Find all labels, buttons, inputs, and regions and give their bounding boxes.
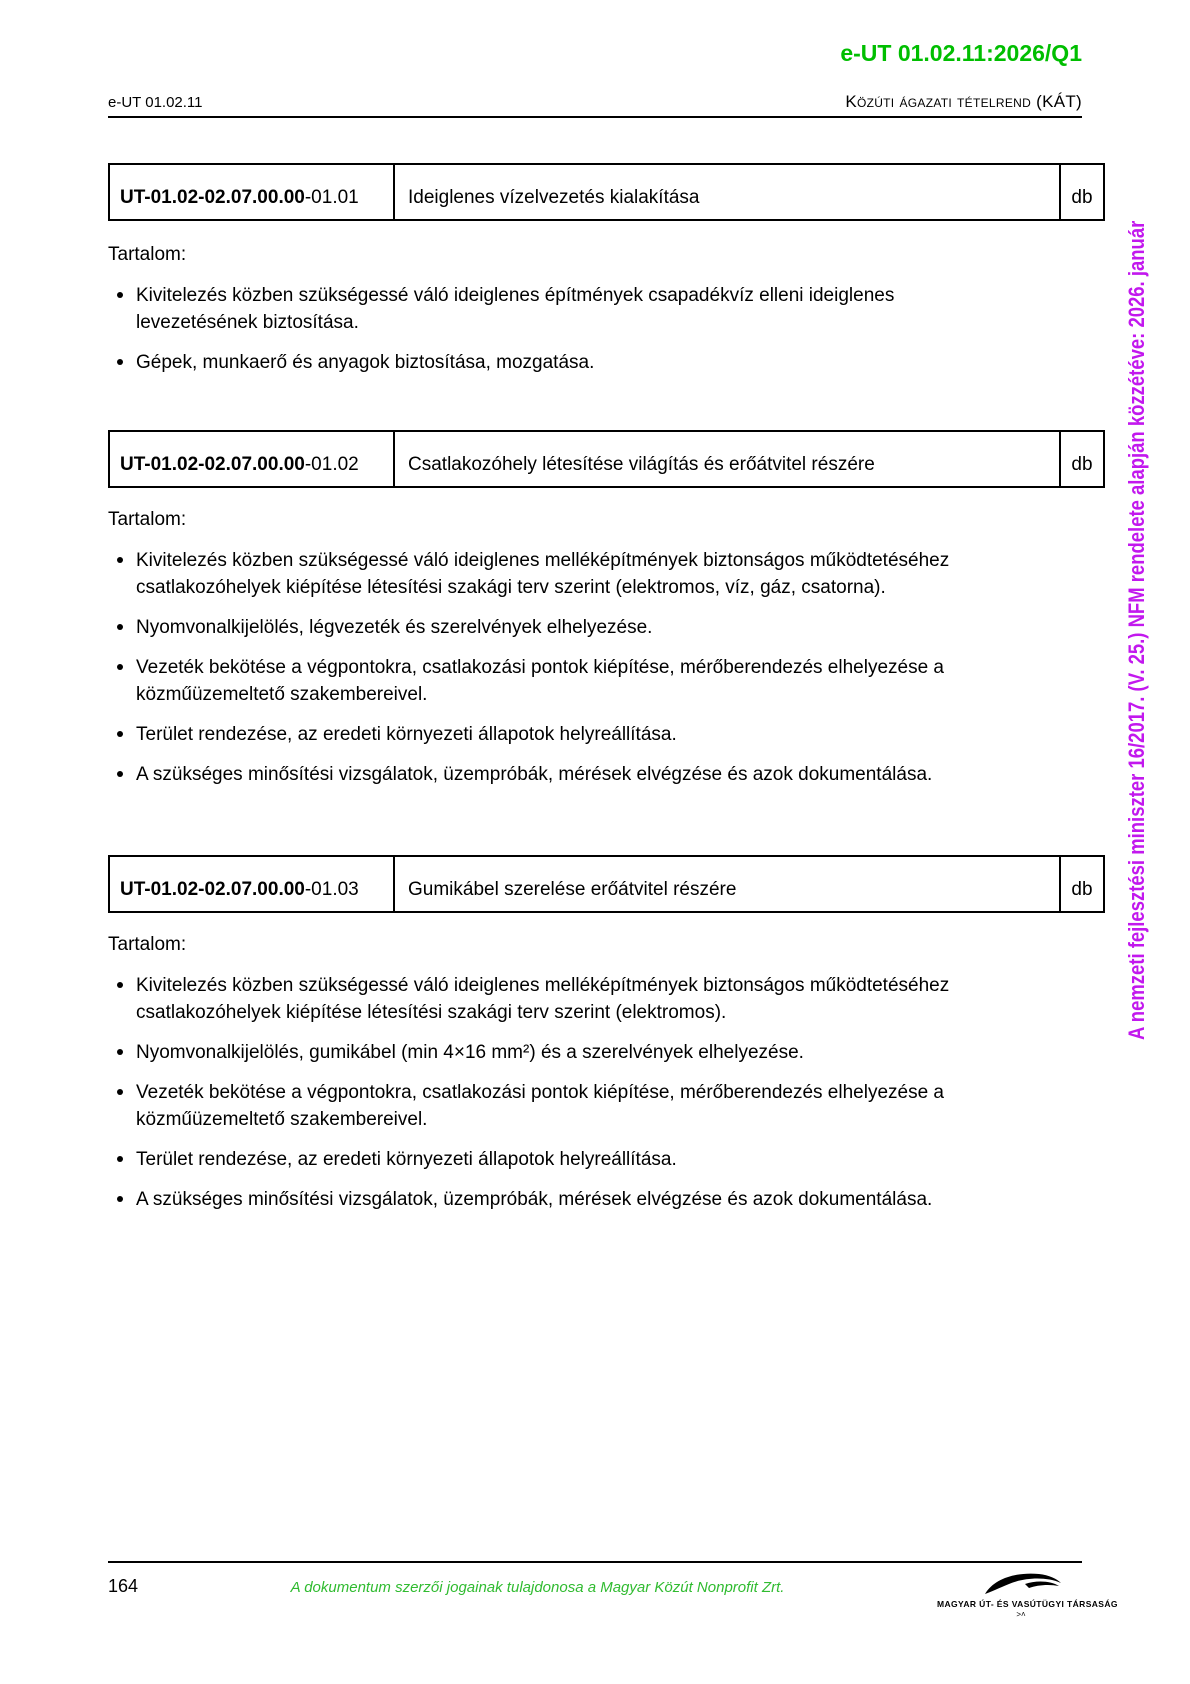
bullet-item: A szükséges minősítési vizsgálatok, üzempróbák, mérések elvégzése és azok dokumentálása. (108, 1186, 1008, 1213)
page-footer (108, 1570, 1118, 1619)
content-bullet-list (108, 547, 1008, 801)
spec-title-cell (393, 857, 1059, 911)
content-label: Tartalom: (108, 509, 187, 530)
bullet-item: Vezeték bekötése a végpontokra, csatlakozási pontok kiépítése, mérőberendezés elhelyezése a közműüzemeltető szakembereivel. (108, 654, 1008, 708)
spec-table (108, 855, 1105, 913)
spec-table (108, 430, 1105, 488)
muts-logo (937, 1570, 1118, 1619)
spec-code-suffix: -01.02 (304, 454, 359, 475)
bullet-item: Nyomvonalkijelölés, légvezeték és szerelvények elhelyezése. (108, 614, 1008, 641)
bullet-item: Terület rendezése, az eredeti környezeti állapotok helyreállítása. (108, 1146, 1008, 1173)
spec-code-cell (110, 165, 393, 219)
content-label: Tartalom: (108, 244, 187, 265)
header-rule (108, 116, 1082, 118)
spec-table (108, 163, 1105, 221)
doc-version-title: e-UT 01.02.11:2026/Q1 (840, 40, 1082, 66)
bullet-item: Terület rendezése, az eredeti környezeti állapotok helyreállítása. (108, 721, 1008, 748)
spec-title-cell (393, 165, 1059, 219)
running-header-right: Közúti ágazati tételrend (KÁT) (845, 92, 1082, 111)
logo-chevron-icon: ˃˄ (1016, 1610, 1026, 1619)
spec-title-cell (393, 432, 1059, 486)
content-bullet-list (108, 972, 1008, 1226)
spec-code-main: UT-01.02-02.07.00.00 (120, 879, 305, 900)
running-header (108, 92, 1082, 112)
spec-code-main: UT-01.02-02.07.00.00 (120, 454, 305, 475)
spec-code-suffix: -01.01 (304, 187, 359, 208)
association-name: MAGYAR ÚT- ÉS VASÚTÜGYI TÁRSASÁG (937, 1599, 1118, 1609)
page-number: 164 (108, 1576, 139, 1596)
spec-code-suffix: -01.03 (304, 879, 359, 900)
bullet-item: Kivitelezés közben szükségessé váló ideiglenes építmények csapadékvíz elleni ideiglenes levezetésének biztosítása. (108, 282, 1008, 336)
running-header-left: e-UT 01.02.11 (108, 94, 203, 111)
bullet-item: Vezeték bekötése a végpontokra, csatlakozási pontok kiépítése, mérőberendezés elhelyezése a közműüzemeltető szakembereivel. (108, 1079, 1008, 1133)
spec-title: Gumikábel szerelése erőátvitel részére (408, 879, 737, 900)
spec-unit: db (1071, 187, 1093, 208)
bullet-item: Nyomvonalkijelölés, gumikábel (min 4×16 mm²) és a szerelvények elhelyezése. (108, 1039, 1008, 1066)
spec-unit-cell (1059, 857, 1103, 911)
spec-unit-cell (1059, 165, 1103, 219)
spec-code-main: UT-01.02-02.07.00.00 (120, 187, 305, 208)
publication-side-note: A nemzeti fejlesztési miniszter 16/2017. (V. 25.) NFM rendelete alapján közzétéve: 2026. január (1124, 220, 1149, 1040)
bullet-item: Kivitelezés közben szükségessé váló ideiglenes melléképítmények biztonságos működtetéséhez csatlakozóhelyek kiépítése létesítési szakági terv szerint (elektromos, víz, gáz, csatorna). (108, 547, 1008, 601)
spec-unit: db (1071, 454, 1093, 475)
content-column (108, 0, 1118, 1684)
content-label: Tartalom: (108, 934, 187, 955)
spec-unit-cell (1059, 432, 1103, 486)
bullet-item: A szükséges minősítési vizsgálatok, üzempróbák, mérések elvégzése és azok dokumentálása. (108, 761, 1008, 788)
bullet-item: Kivitelezés közben szükségessé váló ideiglenes melléképítmények biztonságos működtetéséhez csatlakozóhelyek kiépítése létesítési szakági terv szerint (elektromos). (108, 972, 1008, 1026)
spec-code-cell (110, 857, 393, 911)
content-bullet-list (108, 282, 1008, 389)
spec-title: Csatlakozóhely létesítése világítás és erőátvitel részére (408, 454, 875, 475)
bullet-item: Gépek, munkaerő és anyagok biztosítása, mozgatása. (108, 349, 1008, 376)
swoosh-logo-icon (979, 1572, 1063, 1598)
spec-code-cell (110, 432, 393, 486)
footer-rule (108, 1561, 1082, 1563)
copyright-notice: A dokumentum szerzői jogainak tulajdonosa a Magyar Közút Nonprofit Zrt. (290, 1579, 785, 1596)
spec-title: Ideiglenes vízelvezetés kialakítása (408, 187, 700, 208)
spec-unit: db (1071, 879, 1093, 900)
